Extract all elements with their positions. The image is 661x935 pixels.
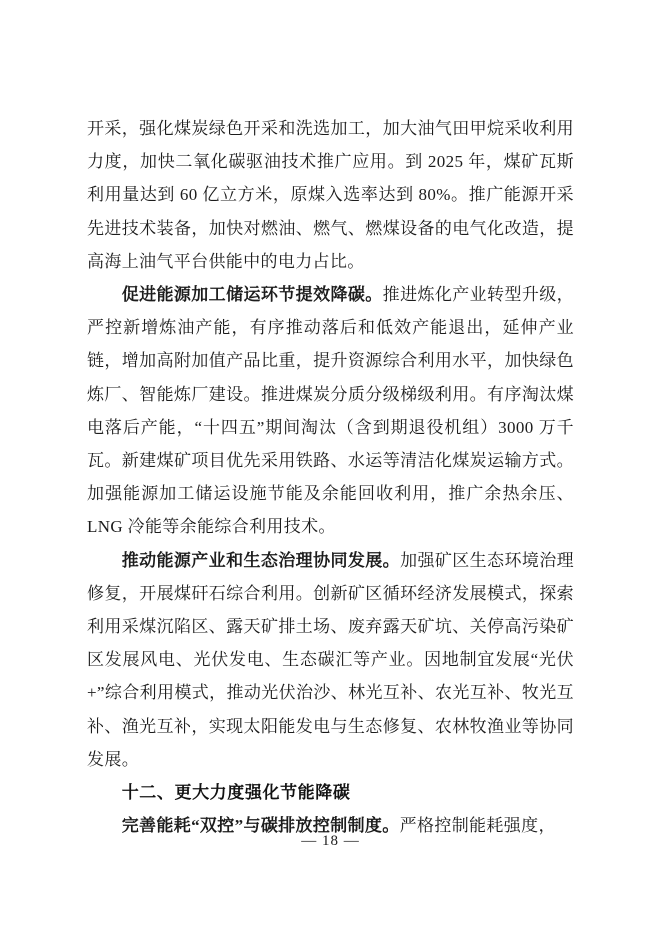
- paragraph-text: 开采，强化煤炭绿色开采和洗选加工，加大油气田甲烷采收利用力度，加快二氧化碳驱油技术推广应用。到 2025 年，煤矿瓦斯利用量达到 60 亿立方米，原煤入选率达到 80%。推广能源开采先进技术装备，加快对燃油、燃气、燃煤设备的电气化改造，提高海上油气平台供能中的电力占比。: [87, 119, 574, 271]
- paragraph-text: 推进炼化产业转型升级，严控新增炼油产能，有序推动落后和低效产能退出，延伸产业链，增加高附加值产品比重，提升资源综合利用水平，加快绿色炼厂、智能炼厂建设。推进煤炭分质分级梯级利用。有序淘汰煤电落后产能，“十四五”期间淘汰（含到期退役机组）3000 万千瓦。新建煤矿项目优先采用铁路、水运等清洁化煤炭运输方式。加强能源加工储运设施节能及余能回收利用，推广余热余压、LNG 冷能等余能综合利用技术。: [87, 285, 575, 537]
- paragraph-lead: 完善能耗“双控”与碳排放控制制度。: [121, 816, 400, 836]
- paragraph-energy-processing: [87, 278, 574, 544]
- page-number: — 18 —: [301, 833, 360, 849]
- paragraph-continuation: [87, 112, 574, 278]
- section-heading: 十二、更大力度强化节能降碳: [121, 783, 351, 803]
- page-body: [87, 112, 574, 842]
- page-footer: [0, 833, 661, 850]
- paragraph-text: 严格控制能耗强度，: [399, 816, 556, 836]
- paragraph-lead: 推动能源产业和生态治理协同发展。: [121, 550, 401, 570]
- paragraph-text: 加强矿区生态环境治理修复，开展煤矸石综合利用。创新矿区循环经济发展模式，探索利用采煤沉陷区、露天矿排土场、废弃露天矿坑、关停高污染矿区发展风电、光伏发电、生态碳汇等产业。因地制宜发展“光伏+”综合利用模式，推动光伏治沙、林光互补、农光互补、牧光互补、渔光互补，实现太阳能发电与生态修复、农林牧渔业等协同发展。: [87, 550, 574, 769]
- paragraph-lead: 促进能源加工储运环节提效降碳。: [121, 285, 383, 305]
- paragraph-eco-governance: [87, 544, 574, 776]
